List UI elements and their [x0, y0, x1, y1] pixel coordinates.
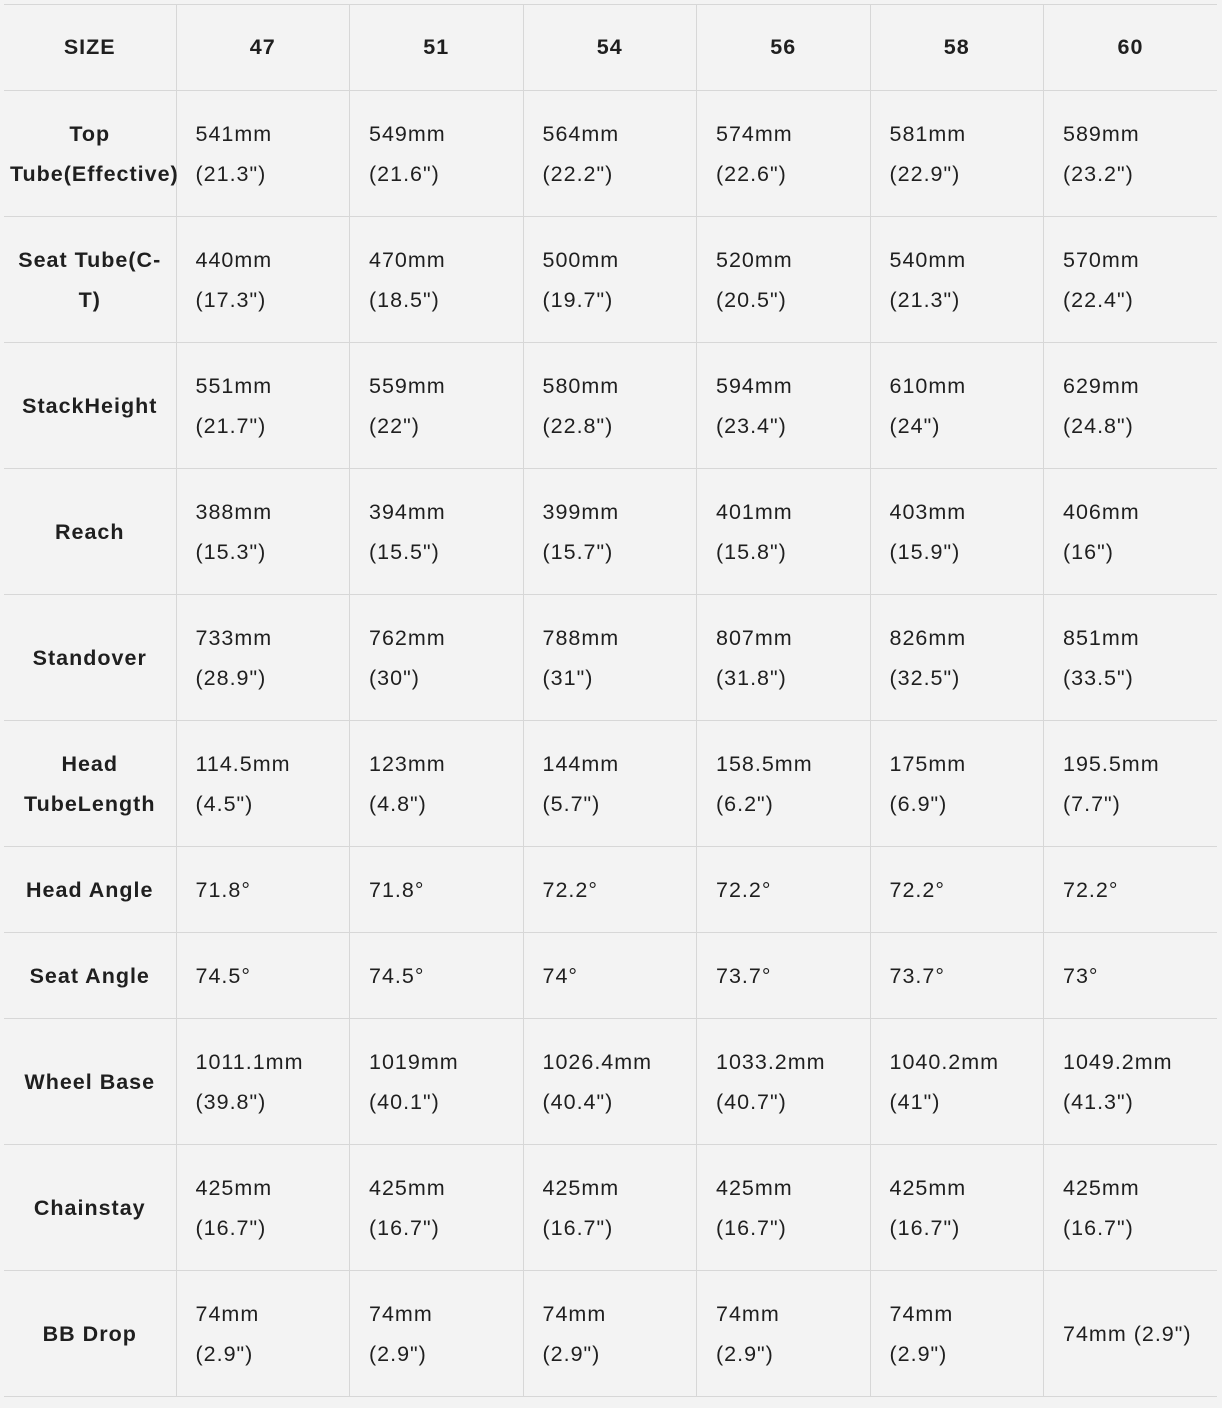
cell-imperial-value: (41.3"): [1063, 1089, 1134, 1114]
cell-metric-value: 399mm: [542, 499, 620, 524]
cell-imperial-value: (15.9"): [889, 539, 961, 564]
table-cell: [697, 847, 871, 933]
table-cell: [870, 217, 1044, 343]
row-label: [4, 217, 176, 343]
table-cell: [870, 343, 1044, 469]
header-size: 56: [697, 5, 871, 91]
header-row: [4, 5, 1217, 91]
row-label: [4, 469, 176, 595]
cell-imperial-value: (15.8"): [716, 539, 787, 564]
cell-imperial-value: (22.2"): [542, 161, 614, 186]
cell-imperial-value: (24"): [889, 413, 941, 438]
cell-metric-value: 195.5mm: [1063, 751, 1160, 776]
cell-metric-value: 807mm: [716, 625, 793, 650]
cell-metric-value: 158.5mm: [716, 751, 813, 776]
cell-metric-value: 574mm: [716, 121, 793, 146]
cell-metric-value: 549mm: [369, 121, 446, 146]
cell-metric-value: 74mm: [195, 1301, 260, 1326]
cell-imperial-value: (16.7"): [889, 1215, 961, 1240]
table-cell: [697, 933, 871, 1019]
cell-imperial-value: (30"): [369, 665, 420, 690]
row-label: [4, 343, 176, 469]
table-row: [4, 1271, 1217, 1397]
table-cell: [350, 933, 524, 1019]
cell-imperial-value: (22.8"): [542, 413, 614, 438]
cell-imperial-value: (20.5"): [716, 287, 787, 312]
row-label: [4, 933, 176, 1019]
table-cell: [870, 933, 1044, 1019]
cell-imperial-value: (18.5"): [369, 287, 440, 312]
row-label: [4, 1271, 176, 1397]
cell-imperial-value: (2.9"): [716, 1341, 774, 1366]
cell-imperial-value: (15.3"): [195, 539, 267, 564]
table-cell: [523, 1145, 697, 1271]
row-label: [4, 721, 176, 847]
cell-imperial-value: (17.3"): [195, 287, 267, 312]
table-cell: [1044, 721, 1218, 847]
table-cell: [523, 91, 697, 217]
cell-imperial-value: (33.5"): [1063, 665, 1134, 690]
table-cell: [176, 847, 350, 933]
cell-metric-value: 72.2°: [889, 877, 945, 902]
cell-imperial-value: (2.9"): [369, 1341, 427, 1366]
cell-metric-value: 74mm (2.9"): [1063, 1321, 1192, 1346]
row-label-line: (Effective): [63, 161, 179, 186]
cell-metric-value: 470mm: [369, 247, 446, 272]
cell-metric-value: 541mm: [195, 121, 273, 146]
table-cell: [350, 721, 524, 847]
table-cell: [697, 1019, 871, 1145]
cell-metric-value: 74mm: [716, 1301, 780, 1326]
table-cell: [1044, 1271, 1218, 1397]
row-label-line: Reach: [54, 519, 125, 544]
cell-metric-value: 144mm: [542, 751, 620, 776]
cell-imperial-value: (22.9"): [889, 161, 961, 186]
table-cell: [1044, 595, 1218, 721]
header-size: 58: [870, 5, 1044, 91]
cell-metric-value: 175mm: [889, 751, 967, 776]
table-cell: [350, 595, 524, 721]
cell-metric-value: 425mm: [716, 1175, 793, 1200]
cell-imperial-value: (22"): [369, 413, 420, 438]
table-header: [4, 5, 1217, 91]
table-cell: [523, 847, 697, 933]
row-label-line: Chainstay: [33, 1195, 146, 1220]
table-cell: [176, 217, 350, 343]
cell-imperial-value: (15.7"): [542, 539, 614, 564]
table-row: [4, 1145, 1217, 1271]
table-cell: [870, 595, 1044, 721]
table-row: [4, 469, 1217, 595]
table-cell: [350, 1271, 524, 1397]
cell-metric-value: 74mm: [369, 1301, 433, 1326]
table-cell: [176, 1019, 350, 1145]
header-size: 54: [523, 5, 697, 91]
row-label: [4, 847, 176, 933]
cell-imperial-value: (21.3"): [889, 287, 961, 312]
cell-imperial-value: (40.7"): [716, 1089, 787, 1114]
cell-imperial-value: (16.7"): [542, 1215, 614, 1240]
cell-imperial-value: (16.7"): [716, 1215, 787, 1240]
table-cell: [176, 933, 350, 1019]
cell-imperial-value: (24.8"): [1063, 413, 1134, 438]
cell-metric-value: 1011.1mm: [195, 1049, 304, 1074]
header-size: 51: [350, 5, 524, 91]
cell-metric-value: 73.7°: [716, 963, 772, 988]
cell-metric-value: 581mm: [889, 121, 967, 146]
table-cell: [176, 91, 350, 217]
cell-metric-value: 589mm: [1063, 121, 1140, 146]
table-cell: [176, 469, 350, 595]
cell-metric-value: 733mm: [195, 625, 273, 650]
cell-metric-value: 425mm: [889, 1175, 967, 1200]
cell-imperial-value: (4.5"): [195, 791, 254, 816]
cell-imperial-value: (23.2"): [1063, 161, 1134, 186]
cell-imperial-value: (16.7"): [1063, 1215, 1134, 1240]
cell-metric-value: 425mm: [195, 1175, 273, 1200]
table-cell: [1044, 1019, 1218, 1145]
cell-metric-value: 114.5mm: [195, 751, 291, 776]
cell-metric-value: 540mm: [889, 247, 967, 272]
table-cell: [350, 343, 524, 469]
cell-metric-value: 559mm: [369, 373, 446, 398]
geometry-table: [4, 4, 1217, 1397]
table-cell: [1044, 933, 1218, 1019]
table-cell: [697, 1145, 871, 1271]
table-cell: [1044, 469, 1218, 595]
table-cell: [1044, 343, 1218, 469]
table-row: [4, 91, 1217, 217]
cell-imperial-value: (2.9"): [889, 1341, 948, 1366]
cell-metric-value: 500mm: [542, 247, 620, 272]
cell-imperial-value: (7.7"): [1063, 791, 1121, 816]
row-label-line: Top Tube: [10, 121, 111, 186]
table-cell: [1044, 217, 1218, 343]
cell-metric-value: 72.2°: [542, 877, 598, 902]
cell-imperial-value: (32.5"): [889, 665, 961, 690]
table-cell: [870, 1271, 1044, 1397]
row-label-line: Head Tube: [24, 751, 119, 816]
cell-metric-value: 74mm: [542, 1301, 607, 1326]
table-cell: [870, 1019, 1044, 1145]
table-cell: [350, 847, 524, 933]
cell-metric-value: 851mm: [1063, 625, 1140, 650]
cell-metric-value: 629mm: [1063, 373, 1140, 398]
table-cell: [523, 933, 697, 1019]
cell-imperial-value: (6.9"): [889, 791, 948, 816]
cell-metric-value: 71.8°: [369, 877, 425, 902]
table-row: [4, 933, 1217, 1019]
cell-metric-value: 594mm: [716, 373, 793, 398]
table-cell: [1044, 847, 1218, 933]
cell-metric-value: 788mm: [542, 625, 620, 650]
cell-metric-value: 570mm: [1063, 247, 1140, 272]
table-cell: [697, 343, 871, 469]
cell-imperial-value: (40.4"): [542, 1089, 614, 1114]
row-label-line: Seat Tube: [18, 247, 129, 272]
table-cell: [523, 1019, 697, 1145]
cell-imperial-value: (31.8"): [716, 665, 787, 690]
cell-metric-value: 1040.2mm: [889, 1049, 1000, 1074]
cell-metric-value: 425mm: [369, 1175, 446, 1200]
row-label: [4, 91, 179, 217]
cell-metric-value: 1033.2mm: [716, 1049, 826, 1074]
cell-imperial-value: (4.8"): [369, 791, 427, 816]
cell-metric-value: 1026.4mm: [542, 1049, 653, 1074]
cell-imperial-value: (16"): [1063, 539, 1114, 564]
cell-imperial-value: (2.9"): [195, 1341, 254, 1366]
header-size-label: SIZE: [4, 5, 176, 91]
cell-metric-value: 1049.2mm: [1063, 1049, 1173, 1074]
row-label-line: BB Drop: [42, 1321, 137, 1346]
cell-imperial-value: (28.9"): [195, 665, 267, 690]
cell-imperial-value: (22.6"): [716, 161, 787, 186]
cell-metric-value: 403mm: [889, 499, 967, 524]
table-row: [4, 721, 1217, 847]
table-cell: [350, 469, 524, 595]
cell-imperial-value: (23.4"): [716, 413, 787, 438]
table-cell: [523, 217, 697, 343]
row-label-line: Head Angle: [26, 877, 154, 902]
cell-metric-value: 73.7°: [889, 963, 945, 988]
header-size: 60: [1044, 5, 1218, 91]
cell-imperial-value: (21.7"): [195, 413, 267, 438]
cell-metric-value: 762mm: [369, 625, 446, 650]
cell-imperial-value: (19.7"): [542, 287, 614, 312]
cell-metric-value: 440mm: [195, 247, 273, 272]
table-cell: [350, 217, 524, 343]
cell-imperial-value: (39.8"): [195, 1089, 267, 1114]
table-cell: [697, 91, 871, 217]
cell-metric-value: 1019mm: [369, 1049, 459, 1074]
table-cell: [350, 1145, 524, 1271]
cell-imperial-value: (31"): [542, 665, 594, 690]
row-label-line: Standover: [32, 645, 147, 670]
cell-metric-value: 401mm: [716, 499, 793, 524]
table-cell: [870, 91, 1044, 217]
cell-imperial-value: (6.2"): [716, 791, 774, 816]
row-label-line: Height: [84, 393, 158, 418]
row-label-line: Length: [77, 791, 156, 816]
cell-imperial-value: (15.5"): [369, 539, 440, 564]
row-label: [4, 595, 176, 721]
table-cell: [870, 847, 1044, 933]
cell-imperial-value: (21.6"): [369, 161, 440, 186]
cell-metric-value: 406mm: [1063, 499, 1140, 524]
table-row: [4, 343, 1217, 469]
cell-imperial-value: (2.9"): [542, 1341, 601, 1366]
table-row: [4, 847, 1217, 933]
row-label: [4, 1145, 176, 1271]
cell-imperial-value: (22.4"): [1063, 287, 1134, 312]
table-cell: [176, 595, 350, 721]
cell-metric-value: 425mm: [542, 1175, 620, 1200]
table-row: [4, 1019, 1217, 1145]
table-cell: [176, 1145, 350, 1271]
cell-metric-value: 74°: [542, 963, 579, 988]
row-label-line: (C-T): [78, 247, 162, 312]
cell-metric-value: 551mm: [195, 373, 273, 398]
table-cell: [697, 1271, 871, 1397]
table-cell: [350, 1019, 524, 1145]
cell-metric-value: 388mm: [195, 499, 273, 524]
header-size: 47: [176, 5, 350, 91]
table-cell: [523, 1271, 697, 1397]
cell-metric-value: 425mm: [1063, 1175, 1140, 1200]
row-label-line: Stack: [22, 393, 85, 418]
cell-imperial-value: (41"): [889, 1089, 941, 1114]
cell-imperial-value: (40.1"): [369, 1089, 440, 1114]
cell-metric-value: 564mm: [542, 121, 620, 146]
cell-imperial-value: (16.7"): [369, 1215, 440, 1240]
table-cell: [523, 595, 697, 721]
table-cell: [870, 1145, 1044, 1271]
table-cell: [870, 469, 1044, 595]
table-row: [4, 595, 1217, 721]
cell-metric-value: 74.5°: [195, 963, 251, 988]
cell-metric-value: 610mm: [889, 373, 967, 398]
table-cell: [523, 343, 697, 469]
table-cell: [350, 91, 524, 217]
table-cell: [697, 469, 871, 595]
table-row: [4, 217, 1217, 343]
table-cell: [697, 721, 871, 847]
row-label-line: Wheel Base: [24, 1069, 156, 1094]
cell-metric-value: 73°: [1063, 963, 1099, 988]
table-cell: [176, 721, 350, 847]
table-cell: [176, 343, 350, 469]
cell-metric-value: 72.2°: [716, 877, 772, 902]
table-cell: [1044, 1145, 1218, 1271]
row-label: [4, 1019, 176, 1145]
cell-metric-value: 520mm: [716, 247, 793, 272]
table-cell: [176, 1271, 350, 1397]
table-cell: [697, 595, 871, 721]
table-body: [4, 91, 1217, 1397]
cell-metric-value: 71.8°: [195, 877, 251, 902]
table-cell: [523, 721, 697, 847]
cell-metric-value: 580mm: [542, 373, 620, 398]
table-cell: [523, 469, 697, 595]
cell-imperial-value: (16.7"): [195, 1215, 267, 1240]
table-cell: [697, 217, 871, 343]
cell-metric-value: 74mm: [889, 1301, 954, 1326]
cell-metric-value: 74.5°: [369, 963, 425, 988]
table-cell: [870, 721, 1044, 847]
cell-imperial-value: (5.7"): [542, 791, 601, 816]
cell-metric-value: 72.2°: [1063, 877, 1119, 902]
table-cell: [1044, 91, 1218, 217]
cell-metric-value: 123mm: [369, 751, 446, 776]
cell-metric-value: 826mm: [889, 625, 967, 650]
cell-imperial-value: (21.3"): [195, 161, 267, 186]
row-label-line: Seat Angle: [29, 963, 150, 988]
cell-metric-value: 394mm: [369, 499, 446, 524]
